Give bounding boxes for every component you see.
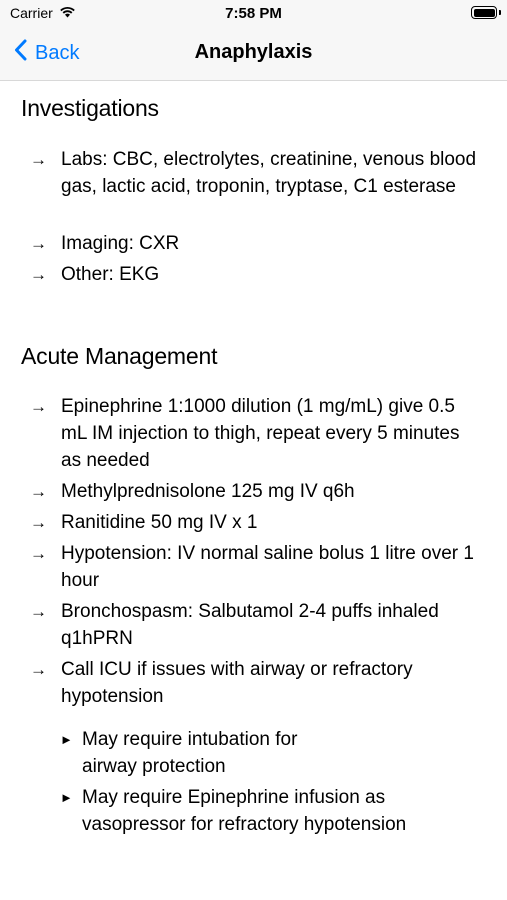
list-item-text: Hypotension: IV normal saline bolus 1 litre over 1 hour [61,543,474,591]
arrow-right-icon: → [30,482,47,501]
arrow-right-icon: → [30,397,47,416]
battery-tip [499,10,501,15]
list-item-text: Methylprednisolone 125 mg IV q6h [61,481,355,502]
list-item [30,393,480,474]
list-item [30,146,480,200]
arrow-right-icon: → [30,544,47,563]
arrow-right-icon: → [30,150,47,169]
page-title: Anaphylaxis [194,41,313,63]
list-item [30,656,480,710]
sub-list-item-text: May require Epinephrine infusion as vasopressor for refractory hypotension [82,787,407,835]
list-item-text: Call ICU if issues with airway or refractory hypotension [61,659,413,707]
sub-list-item [60,726,340,780]
section-title-acute-management: Acute Management [21,343,218,369]
list-item-text: Bronchospasm: Salbutamol 2-4 puffs inhaled q1hPRN [61,601,439,649]
section-title-investigations: Investigations [21,95,159,121]
list-item [30,509,480,536]
list-item [30,598,480,652]
list-item-text: Other: EKG [61,264,160,285]
status-time: 7:58 PM [225,5,282,22]
list-item-text: Epinephrine 1:1000 dilution (1 mg/mL) give 0.5 mL IM injection to thigh, repeat every 5 minutes as needed [61,396,460,471]
triangle-right-icon: ► [60,790,73,805]
triangle-right-icon: ► [60,732,73,747]
list-item [30,261,480,288]
back-label: Back [35,41,80,64]
navigation-bar [0,28,507,81]
sub-list-item [60,784,480,838]
list-item-text: Imaging: CXR [61,233,180,254]
sub-list-item-text: May require intubation for airway protection [82,729,298,777]
arrow-right-icon: → [30,513,47,532]
list-item [30,478,480,505]
status-bar [0,0,507,28]
arrow-right-icon: → [30,602,47,621]
list-item [30,540,480,594]
arrow-right-icon: → [30,234,47,253]
battery-fill [474,9,495,17]
arrow-right-icon: → [30,660,47,679]
arrow-right-icon: → [30,265,47,284]
battery-icon [471,6,497,19]
list-item-text: Labs: CBC, electrolytes, creatinine, venous blood gas, lactic acid, troponin, tryptase, C1 esterase [61,149,477,197]
list-item [30,230,480,257]
list-item-text: Ranitidine 50 mg IV x 1 [61,512,258,533]
carrier-label: Carrier [10,5,53,21]
